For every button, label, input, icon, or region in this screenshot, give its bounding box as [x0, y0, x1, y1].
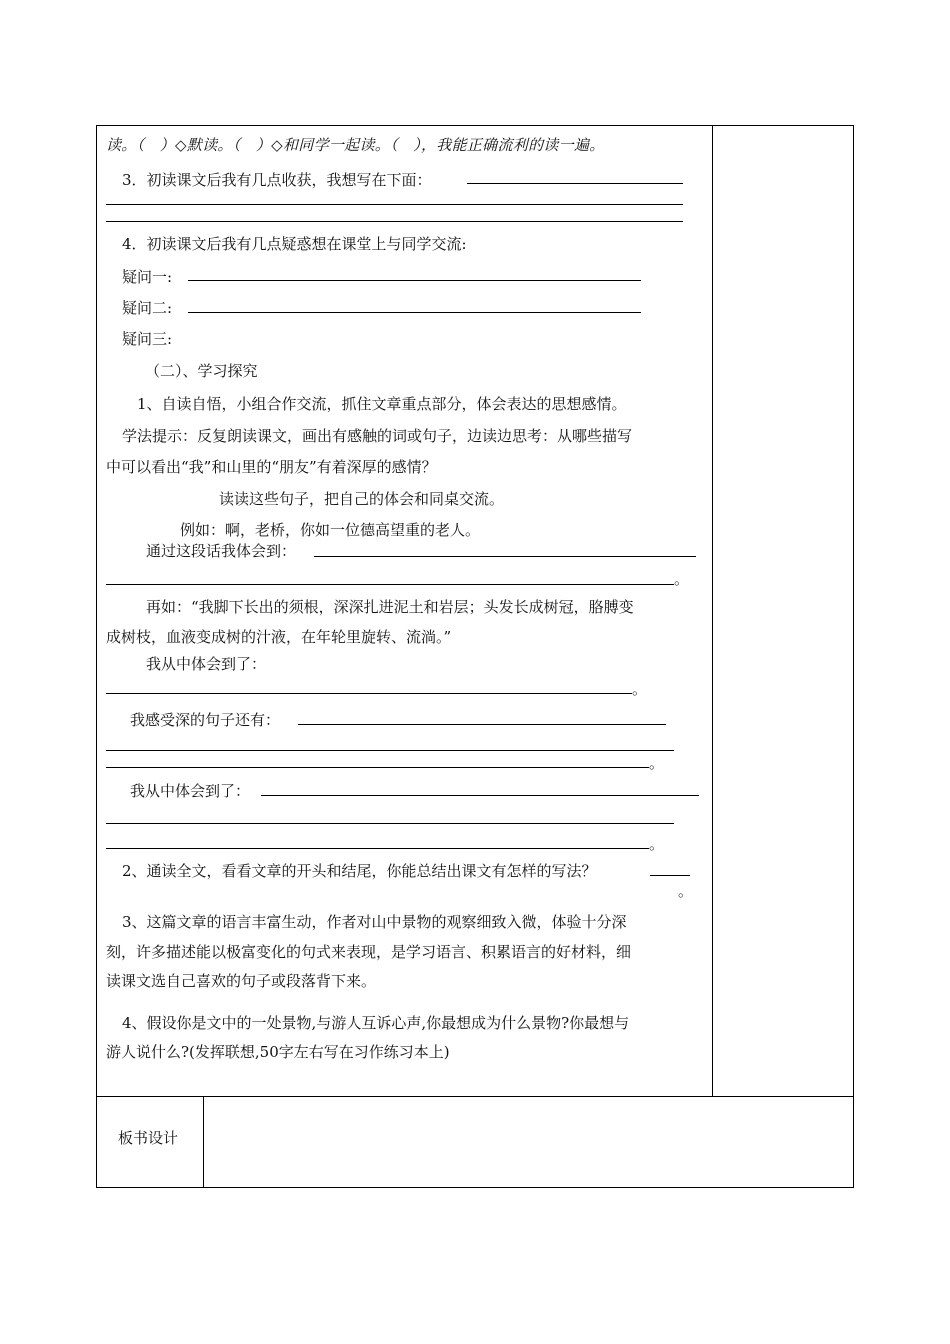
answer-line: [106, 750, 674, 751]
gains-prompt: 3．初读课文后我有几点收获，我想写在下面：: [122, 171, 432, 189]
reading-options-line: 读。（ ）◇默读。（ ）◇和同学一起读。（ ），我能正确流利的读一遍。: [106, 136, 605, 154]
answer-line: [106, 767, 649, 768]
answer-line: [650, 875, 690, 876]
task-two: 2、通读全文，看看文章的开头和结尾，你能总结出课文有怎样的写法？: [122, 862, 597, 880]
section-title: （二）、学习探究: [145, 362, 258, 380]
another-example-line-1: 再如：“我脚下长出的须根，深深扎进泥土和岩层；头发长成树冠，胳膊变: [146, 598, 634, 616]
answer-line: [106, 204, 683, 205]
board-column-divider: [203, 1096, 204, 1188]
answer-line: [106, 848, 649, 849]
answer-line: [188, 312, 641, 313]
line-period: 。: [649, 835, 665, 853]
reflection-prompt: 通过这段话我体会到：: [146, 542, 297, 560]
answer-line: [188, 280, 641, 281]
task-four-line-2: 游人说什么?(发挥联想,50字左右写在习作练习本上): [106, 1043, 450, 1061]
line-period: 。: [649, 754, 665, 772]
question-two-label: 疑问二:: [122, 299, 173, 317]
line-period: 。: [678, 882, 694, 900]
more-sentences-prompt: 我感受深的句子还有：: [130, 711, 281, 729]
column-divider: [712, 125, 713, 1096]
example-sentence: 例如：啊，老桥，你如一位德高望重的老人。: [180, 521, 481, 539]
method-tip-line-1: 学法提示：反复朗读课文，画出有感触的词或句子，边读边思考：从哪些描写: [122, 427, 633, 445]
answer-line: [106, 221, 683, 222]
task-one: 1、自读自悟，小组合作交流，抓住文章重点部分，体会表达的思想感情。: [137, 395, 627, 413]
reflection-prompt: 我从中体会到了：: [130, 782, 251, 800]
answer-line: [106, 693, 632, 694]
answer-line: [298, 724, 666, 725]
task-four-line-1: 4、假设你是文中的一处景物,与游人互诉心声,你最想成为什么景物?你最想与: [122, 1014, 630, 1032]
method-tip-line-2: 中可以看出“我”和山里的“朋友”有着深厚的感情？: [106, 458, 437, 476]
question-one-label: 疑问一:: [122, 268, 173, 286]
answer-line: [106, 584, 674, 585]
answer-line: [467, 183, 683, 184]
row-divider: [96, 1096, 854, 1097]
board-design-label: 板书设计: [118, 1129, 179, 1147]
task-three-line-1: 3、这篇文章的语言丰富生动，作者对山中景物的观察细致入微，体验十分深: [122, 913, 627, 931]
question-three-label: 疑问三:: [122, 330, 173, 348]
read-instruction: 读读这些句子，把自己的体会和同桌交流。: [219, 490, 505, 508]
task-three-line-3: 读课文选自己喜欢的句子或段落背下来。: [106, 972, 377, 990]
doubts-prompt: 4．初读课文后我有几点疑惑想在课堂上与同学交流:: [122, 235, 467, 253]
answer-line: [314, 556, 696, 557]
task-three-line-2: 刻，许多描述能以极富变化的句式来表现，是学习语言、积累语言的好材料，细: [106, 943, 632, 961]
reflection-prompt: 我从中体会到了：: [146, 655, 267, 673]
answer-line: [106, 823, 674, 824]
line-period: 。: [632, 680, 648, 698]
another-example-line-2: 成树枝，血液变成树的汁液，在年轮里旋转、流淌。”: [106, 628, 452, 646]
line-period: 。: [674, 570, 690, 588]
answer-line: [261, 795, 699, 796]
